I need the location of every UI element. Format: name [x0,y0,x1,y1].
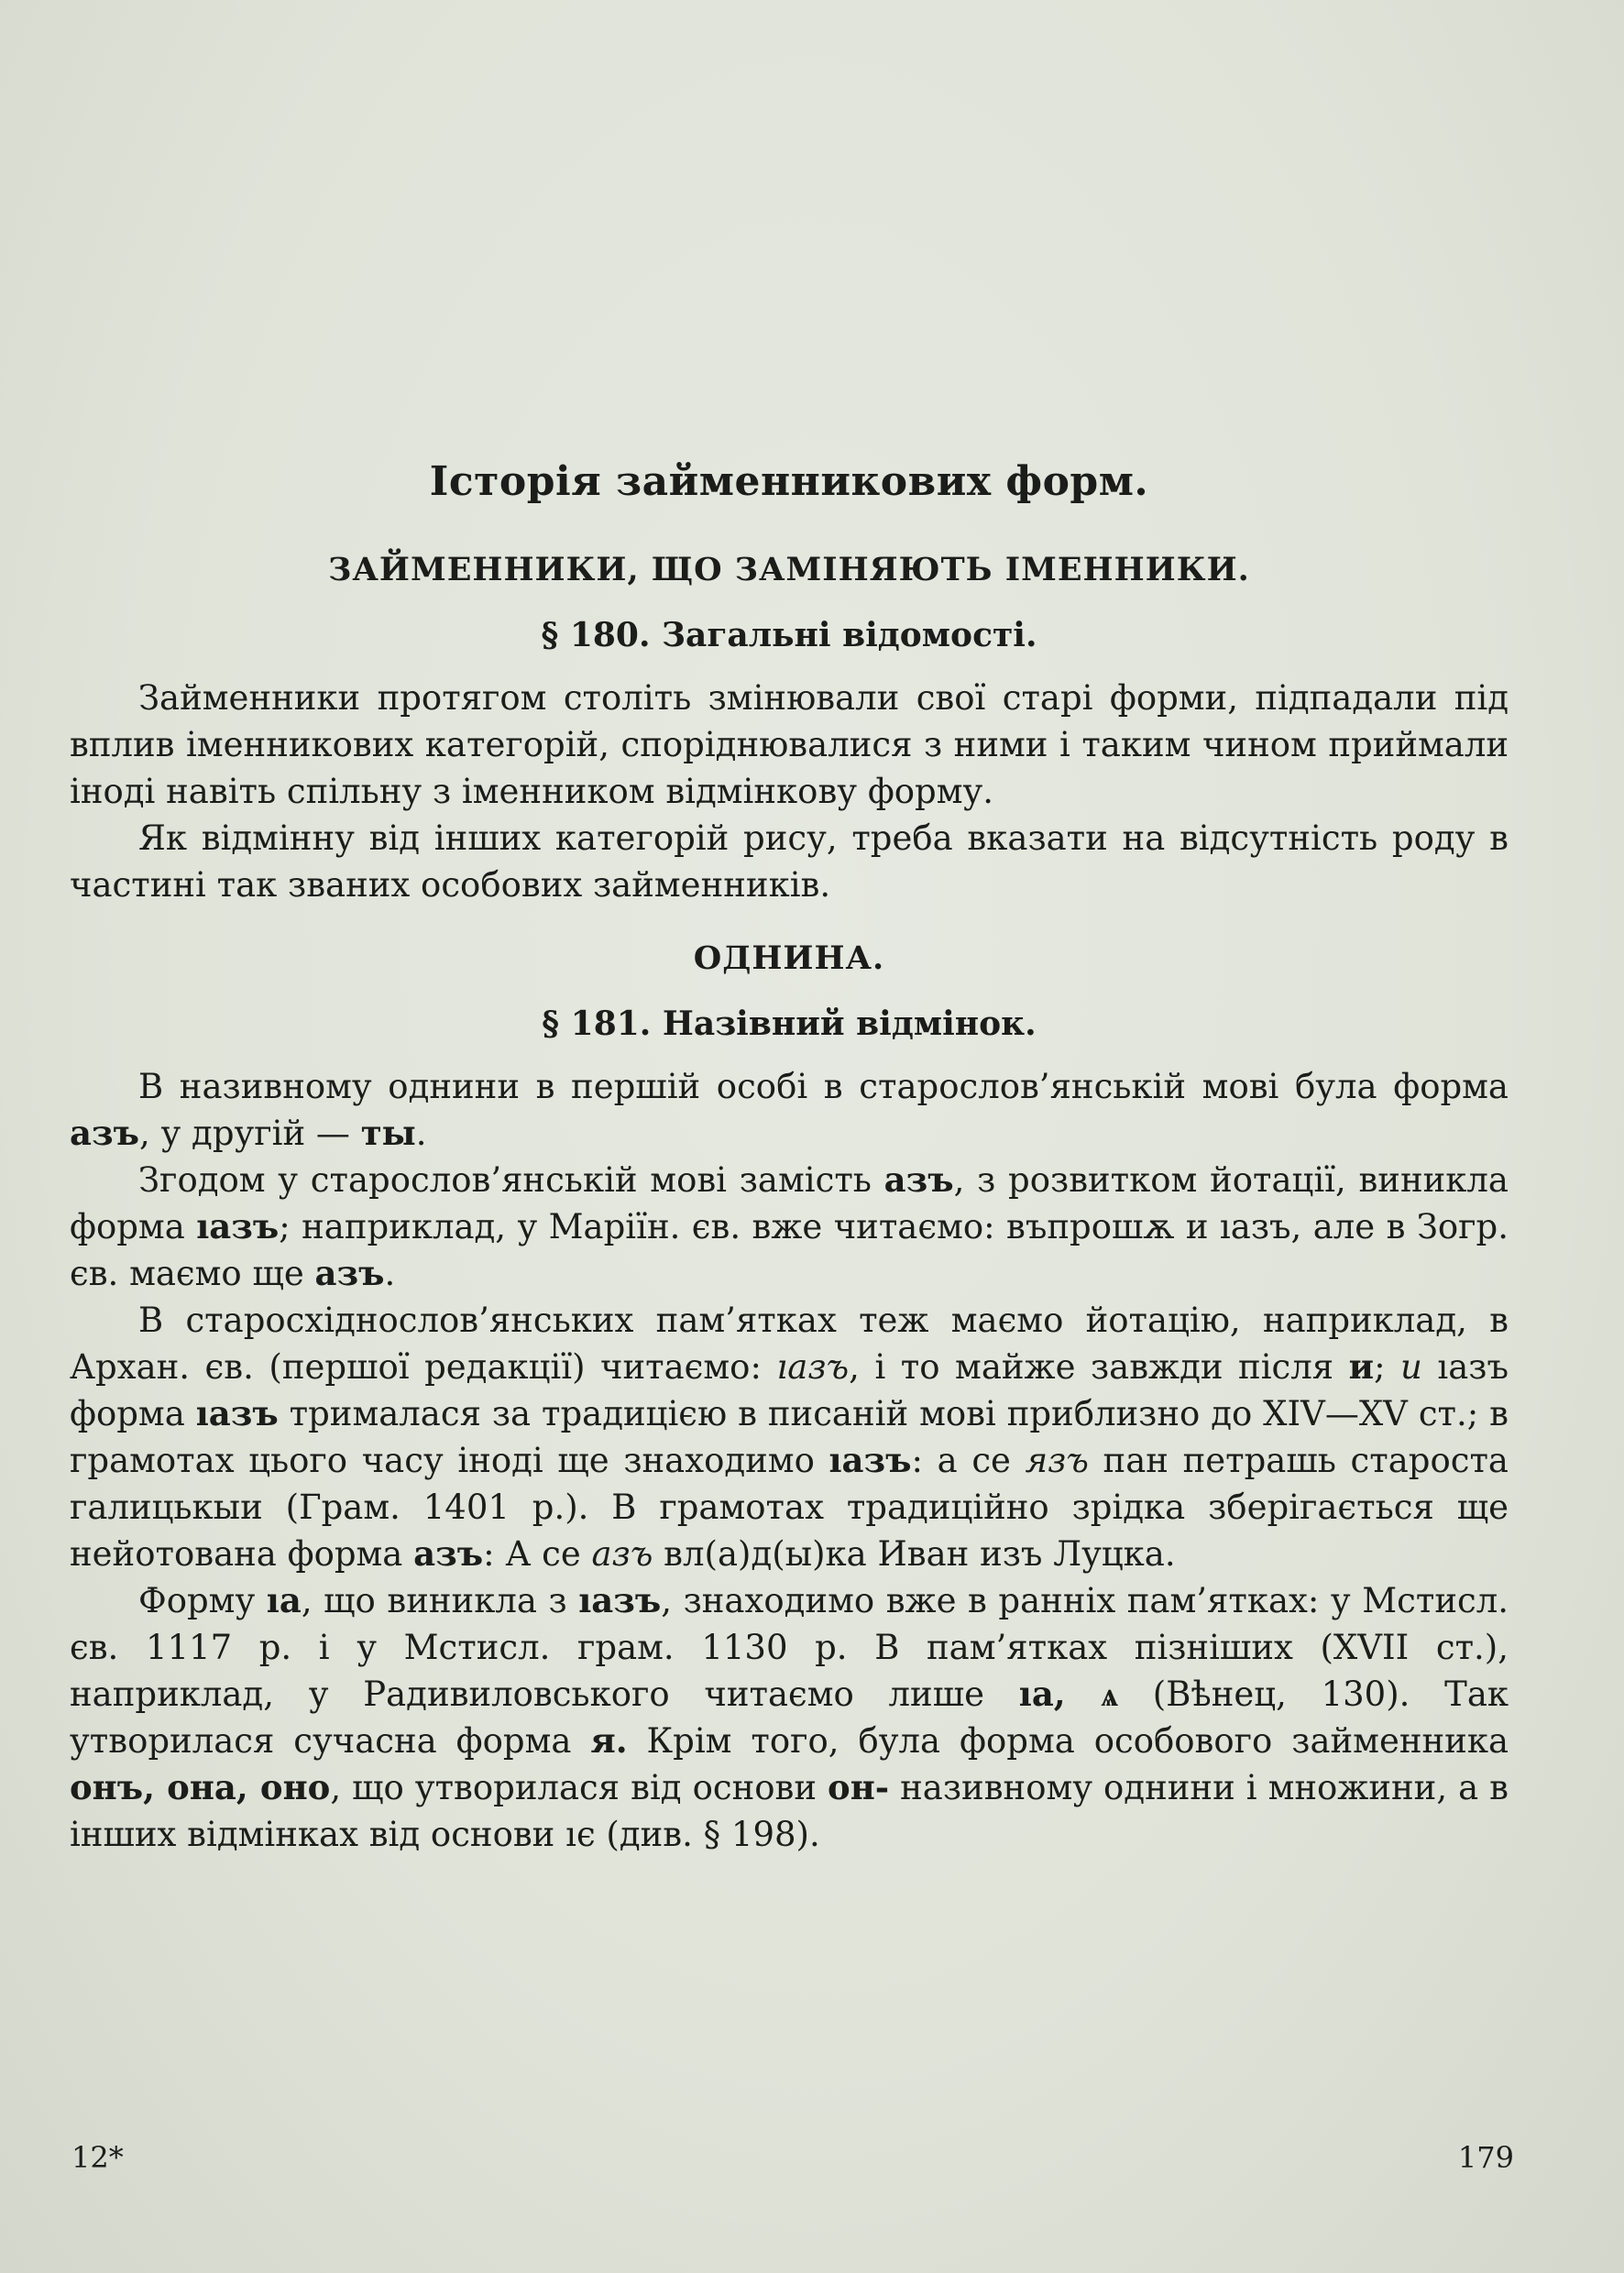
section-heading-singular: ОДНИНА. [693,939,885,977]
paragraph-181-1: В називному однини в першій особі в старослов’янській мові була форма азъ, у другій — ты. [70,1067,1509,1153]
paragraph-180-1: Займенники протягом століть змінювали свої старі форми, підпадали під вплив іменникових категорій, споріднювалися з ними і таким чином приймали іноді навіть спільну з іменником відмінкову форму. [70,678,1509,811]
paragraph-181-4: Форму ıа, що виникла з ıазъ, знаходимо вже в ранніх пам’ятках: у Мстисл. єв. 1117 р. і у Мстисл. грам. 1130 р. В пам’ятках пізніших (XVII ст.), наприклад, у Радивиловського читаємо лише ıа, ѧ (Вѣнец, 130). Так утворилася сучасна форма я. Крім того, була форма особового займенника онъ, она, оно, що утворилася від основи он- називному однини і множини, а в інших відмінках від основи ıє (див. § 198). [70,1580,1509,1854]
section-heading-pronouns: ЗАЙМЕННИКИ, ЩО ЗАМІНЯЮТЬ ІМЕННИКИ. [328,551,1250,588]
page-title: Історія займенникових форм. [429,458,1149,505]
paragraph-181-2: Згодом у старослов’янській мові замість азъ, з розвитком йотації, виникла форма ıазъ; наприклад, у Маріїн. єв. вже читаємо: въпрошѫ и ıазъ, але в Зогр. єв. маємо ще азъ. [70,1159,1509,1293]
paragraph-heading-180: § 180. Загальні відомості. [541,616,1037,654]
paragraph-181-3: В старосхіднослов’янських пам’ятках теж маємо йотацію, наприклад, в Архан. єв. (першої редакції) читаємо: ıазъ, і то майже завжди після и; и ıазъ форма ıазъ трималася за традицією в писаній мові приблизно до XIV—XV ст.; в грамотах цього часу іноді ще знаходимо ıазъ: а се язъ пан петрашь староста галицькыи (Грам. 1401 р.). В грамотах традиційно зрідка зберігається ще нейотована форма азъ: А се азъ вл(а)д(ы)ка Иван изъ Луцка. [70,1301,1509,1574]
signature-mark: 12* [71,2140,124,2175]
paragraph-heading-181: § 181. Назівний відмінок. [542,1005,1037,1043]
paragraph-180-2: Як відмінну від інших категорій рису, треба вказати на відсутність роду в частині так званих особових займенників. [70,818,1509,905]
page-content [70,458,1509,1858]
page-number: 179 [1457,2140,1514,2175]
